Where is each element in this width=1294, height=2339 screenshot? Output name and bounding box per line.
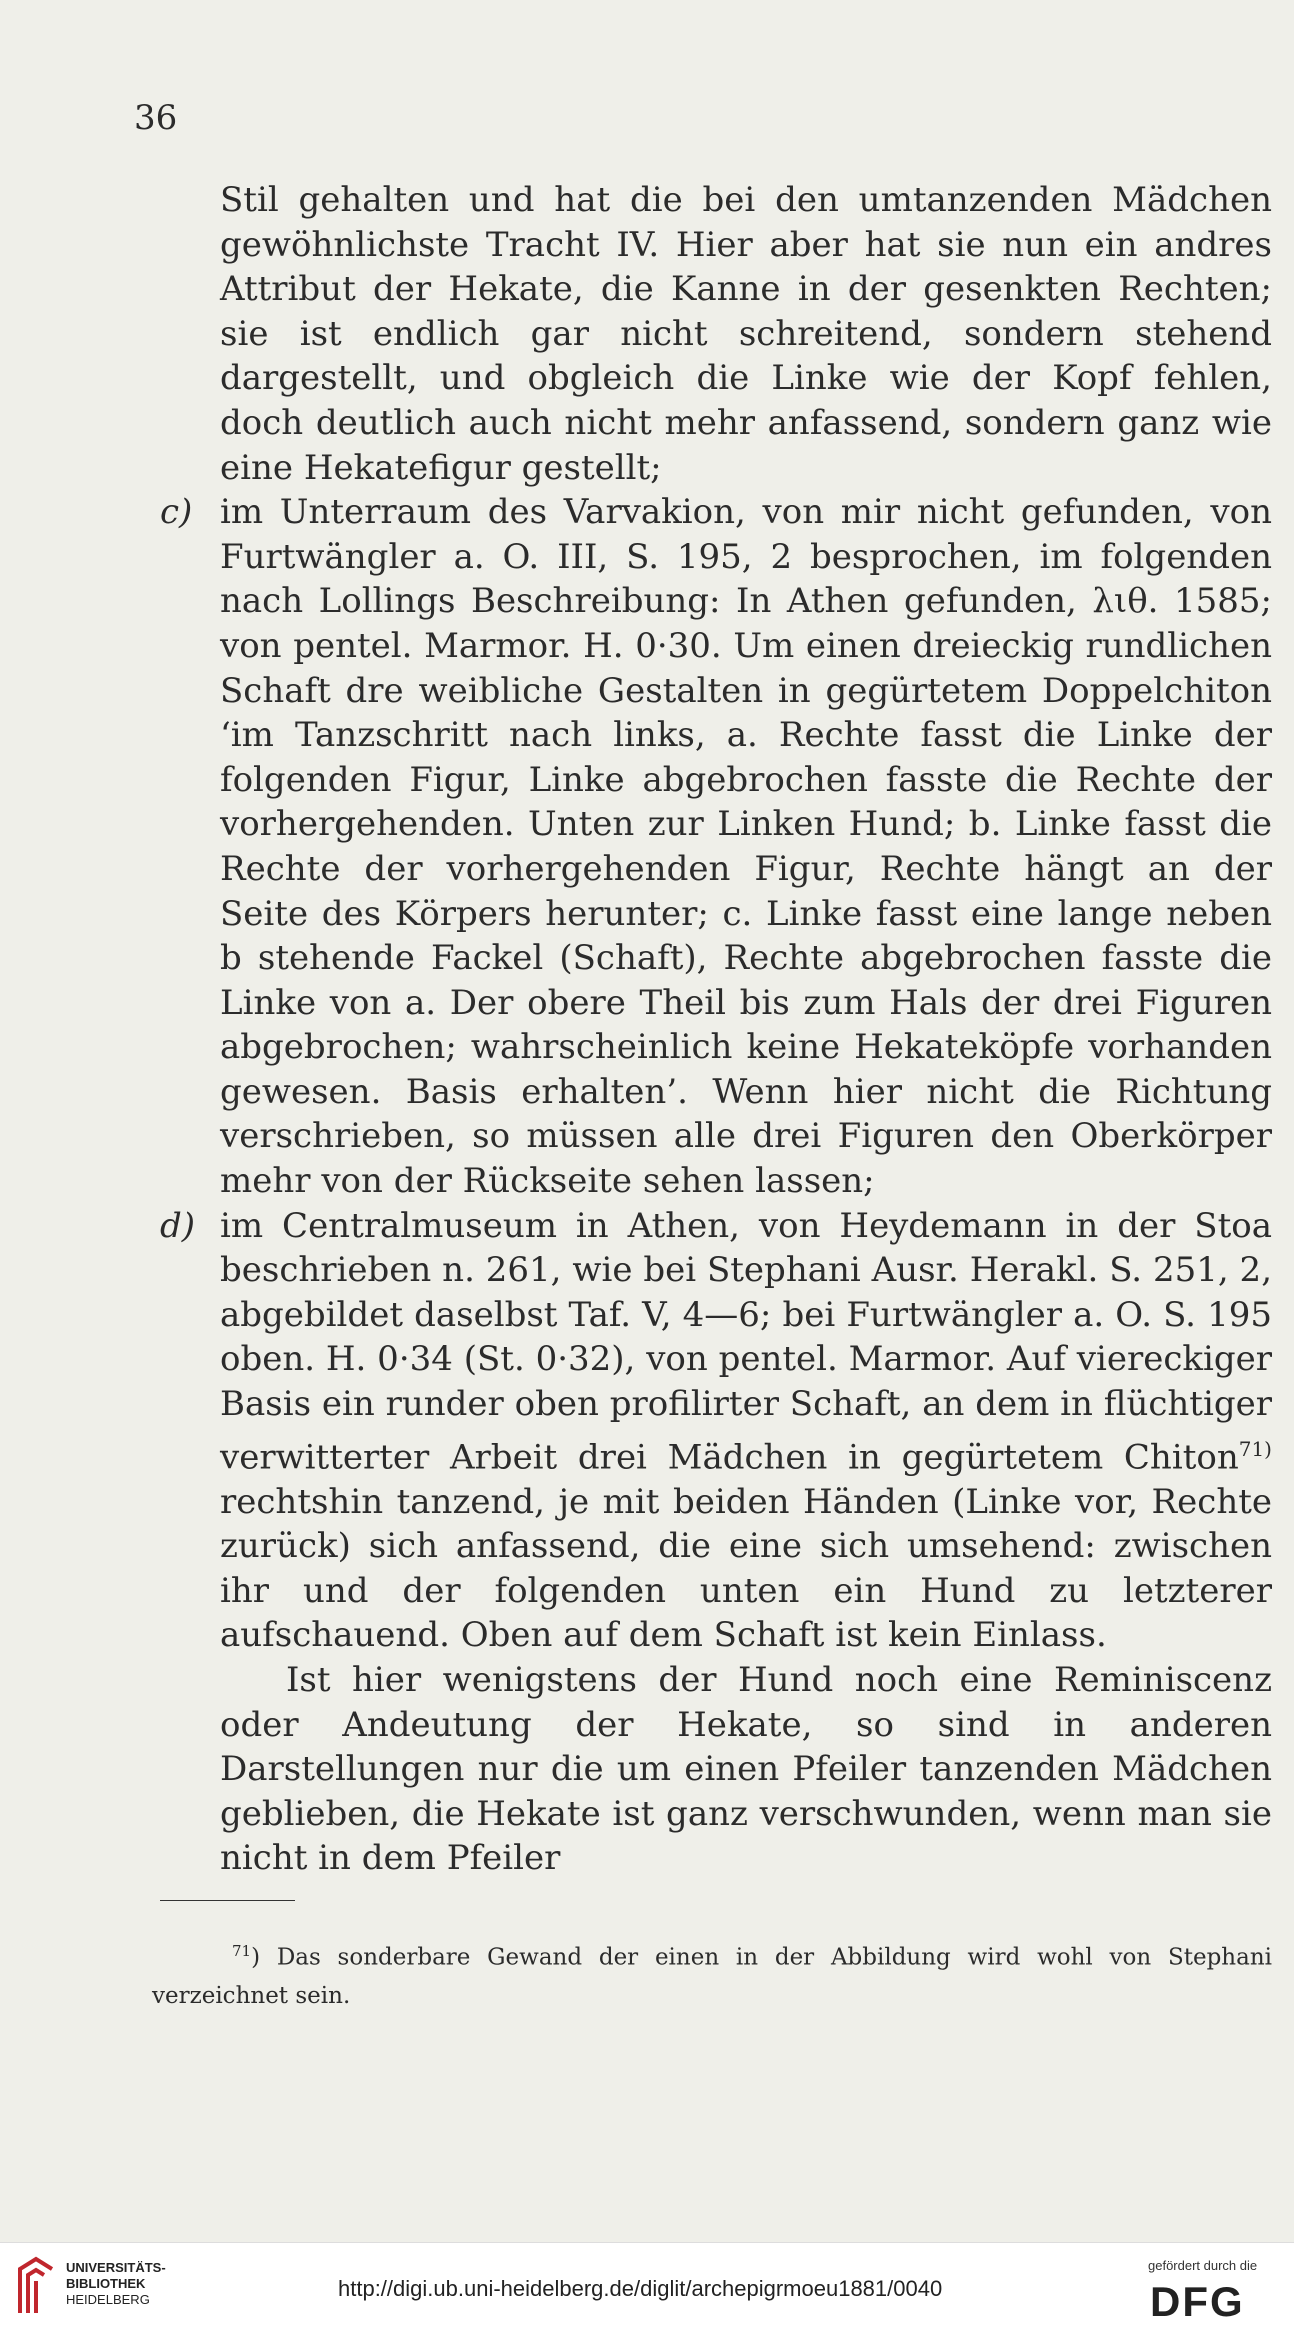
footnote-number: 71 bbox=[232, 1942, 252, 1960]
library-line-2: BIBLIOTHEK bbox=[66, 2276, 146, 2291]
footnote-rule bbox=[160, 1900, 295, 1901]
library-line-1: UNIVERSITÄTS- bbox=[66, 2260, 166, 2275]
item-marker-d: d) bbox=[160, 1205, 196, 1246]
library-line-3: HEIDELBERG bbox=[66, 2292, 150, 2307]
dfg-logo: DFG bbox=[1150, 2278, 1245, 2325]
footnote-text: ) Das sonderbare Gewand der einen in der Abbildung wird wohl von Stephani verzeichnet sein. bbox=[152, 1944, 1272, 2009]
item-text-d-2: rechtshin tanzend, je mit beiden Händen (Linke vor, Rechte zurück) sich anfassend, die eine sich umsehend: zwischen ihr und der folgenden unten ein Hund zu letzterer aufschauend. Oben auf dem Schaft ist kein Einlass. bbox=[220, 1481, 1272, 1656]
list-item-d bbox=[160, 1204, 1272, 1658]
item-text-c: im Unterraum des Varvakion, von mir nicht gefunden, von Furtwängler a. O. III, S. 195, 2 besprochen, im folgenden nach Lollings Beschreibung: In Athen gefunden, λιθ. 1585; von pentel. Marmor. H. 0·30. Um einen dreieckig rundlichen Schaft dre weibliche Gestalten in gegürtetem Doppelchiton ‘im Tanzschritt nach links, a. Rechte fasst die Linke der folgenden Figur, Linke abgebrochen fasste die Rechte der vorhergehenden. Unten zur Linken Hund; b. Linke fasst die Rechte der vorhergehenden Figur, Rechte hängt an der Seite des Körpers herunter; c. Linke fasst eine lange neben b stehende Fackel (Schaft), Rechte abgebrochen fasste die Linke von a. Der obere Theil bis zum Hals der drei Figuren abgebrochen; wahrscheinlich keine Hekateköpfe vorhanden gewesen. Basis erhalten’. Wenn hier nicht die Richtung verschrieben, so müssen alle drei Figuren den Oberkörper mehr von der Rückseite sehen lassen; bbox=[220, 492, 1272, 1202]
library-logo-icon bbox=[14, 2255, 58, 2317]
permalink-url[interactable]: http://digi.ub.uni-heidelberg.de/diglit/archepigrmoeu1881/0040 bbox=[338, 2276, 943, 2301]
continuation-paragraph: Stil gehalten und hat die bei den umtanzenden Mädchen gewöhnlichste Tracht IV. Hier aber hat sie nun ein andres Attribut der Hekate, die Kanne in der gesenkten Rechten; sie ist endlich gar nicht schreitend, sondern stehend dargestellt, und obgleich die Linke wie der Kopf fehlen, doch deutlich auch nicht mehr anfassend, sondern ganz wie eine Hekatefigur gestellt; bbox=[220, 180, 1272, 488]
body-text bbox=[160, 178, 1272, 1881]
library-name bbox=[66, 2260, 166, 2308]
footnote-ref: 71) bbox=[1238, 1436, 1272, 1461]
list-item-c bbox=[160, 490, 1272, 1204]
page-number: 36 bbox=[134, 98, 178, 138]
final-paragraph: Ist hier wenigstens der Hund noch eine Reminiscenz oder Andeutung der Hekate, so sind in anderen Darstellungen nur die um einen Pfeiler tanzenden Mädchen geblieben, die Hekate ist ganz verschwunden, wenn man sie nicht in dem Pfeiler bbox=[220, 1659, 1272, 1879]
item-marker-c: c) bbox=[160, 492, 193, 533]
item-text-d-1: im Centralmuseum in Athen, von Heydemann in der Stoa beschrieben n. 261, wie bei Stephani Ausr. Herakl. S. 251, 2, abgebildet daselbst Taf. V, 4—6; bei Furtwängler a. O. S. 195 oben. H. 0·34 (St. 0·32), von pentel. Marmor. Auf viereckiger Basis ein runder oben profilirter Schaft, an dem in flüchtiger verwitterter Arbeit drei Mädchen in gegürtetem Chiton bbox=[220, 1205, 1272, 1477]
footnote bbox=[152, 1932, 1272, 2015]
funding-note: gefördert durch die bbox=[1148, 2258, 1258, 2273]
